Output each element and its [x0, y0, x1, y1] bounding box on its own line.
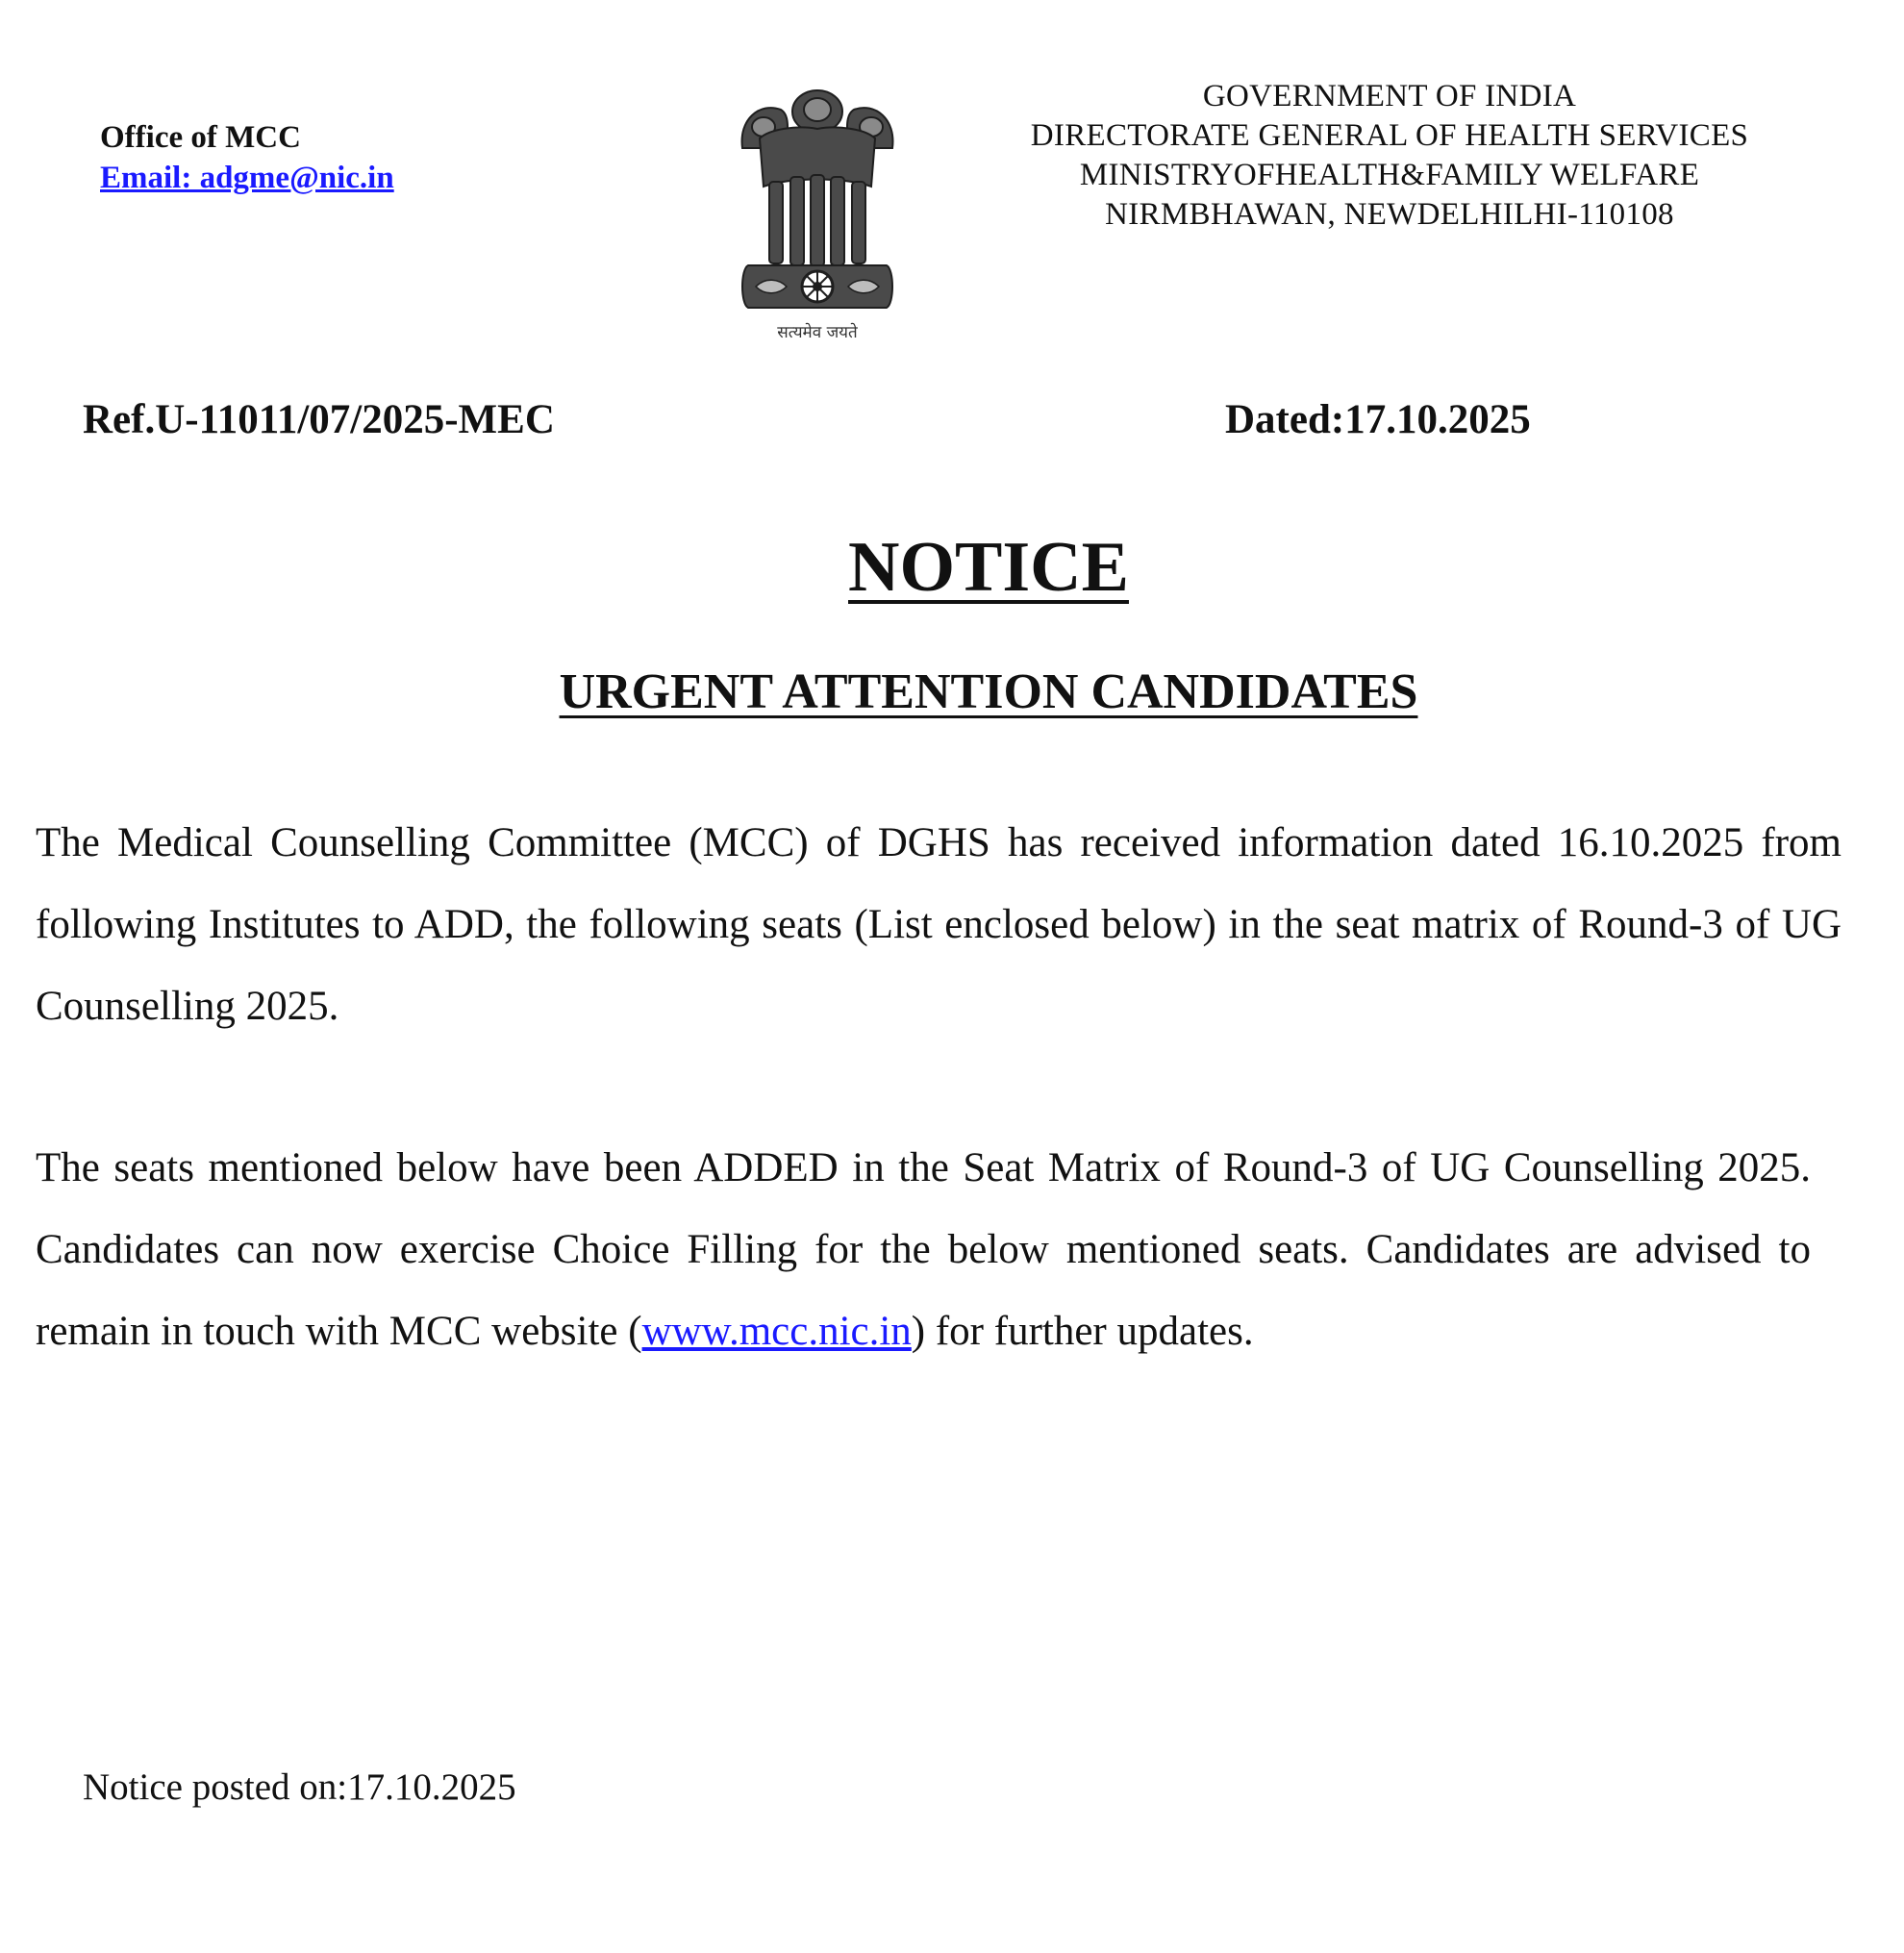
national-emblem-icon	[731, 81, 904, 345]
govt-line: MINISTRYOFHEALTH&FAMILY WELFARE	[1079, 158, 1700, 192]
office-name: Office of MCC	[100, 120, 301, 155]
office-block	[100, 117, 394, 198]
paragraph-2-text: The seats mentioned below have been ADDED in the Seat Matrix of Round-3 of UG Counselling 2025. Candidates can now exercise Choice Filling for the below mentioned seats. Candidates are advised to remain in touch with MCC website (	[36, 1145, 1811, 1354]
paragraph-2-text-end: ) for further updates.	[911, 1309, 1254, 1354]
notice-title: NOTICE	[848, 528, 1129, 607]
email-link[interactable]: Email: adgme@nic.in	[100, 161, 394, 195]
government-header	[981, 77, 1798, 235]
paragraph-2	[36, 1127, 1811, 1372]
mcc-website-link[interactable]: www.mcc.nic.in	[641, 1309, 912, 1354]
posted-on: Notice posted on:17.10.2025	[83, 1766, 516, 1808]
govt-line: GOVERNMENT OF INDIA	[1202, 79, 1577, 113]
notice-subtitle: URGENT ATTENTION CANDIDATES	[559, 664, 1418, 719]
paragraph-1: The Medical Counselling Committee (MCC) of DGHS has received information dated 16.10.2025 from following Institutes to ADD, the following seats (List enclosed below) in the seat matrix of Round-3 of UG Counselling 2025.	[36, 820, 1841, 1029]
dated: Dated:17.10.2025	[1225, 397, 1531, 442]
govt-line: NIRMBHAWAN, NEWDELHILHI-110108	[1105, 197, 1674, 232]
reference-number: Ref.U-11011/07/2025-MEC	[83, 397, 555, 442]
emblem-caption: सत्यमेव जयते	[777, 323, 858, 342]
govt-line: DIRECTORATE GENERAL OF HEALTH SERVICES	[1030, 118, 1749, 153]
